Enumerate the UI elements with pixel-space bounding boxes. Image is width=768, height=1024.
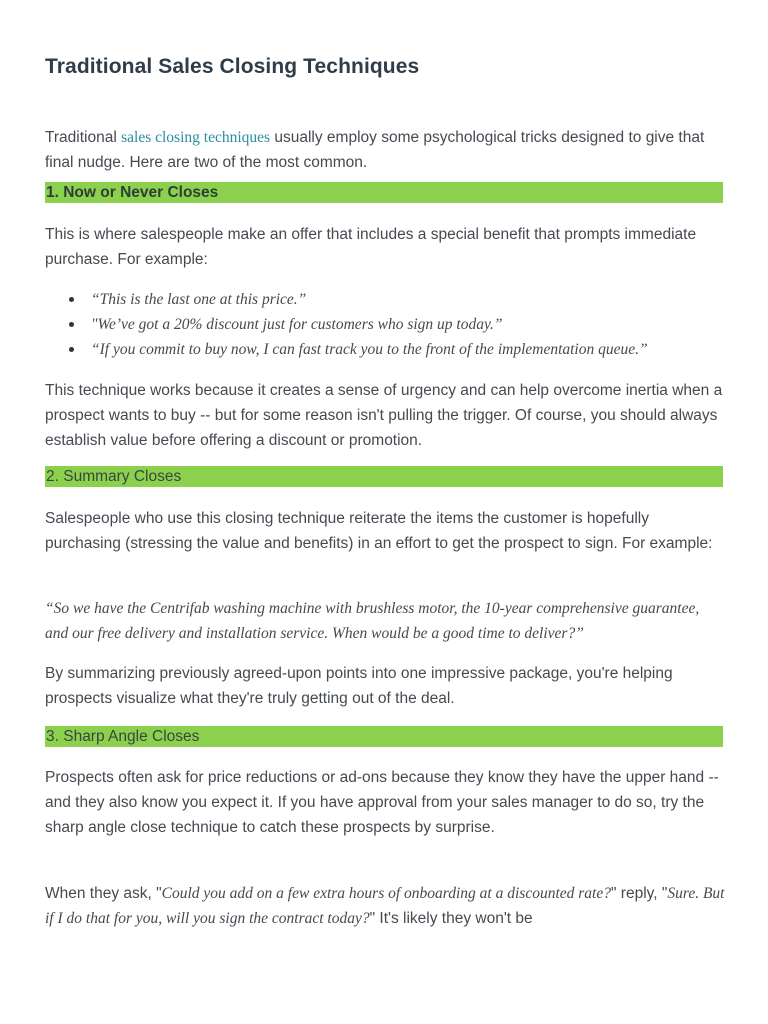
p2-text-a: When they ask, ": [45, 885, 162, 902]
summary-close-quote: “So we have the Centrifab washing machine with brushless motor, the 10-year comprehensive guarantee, and our free delivery and installation service. When would be a good time to deliver?”: [45, 600, 700, 642]
example-bullet-list: [45, 287, 725, 362]
sales-closing-techniques-link[interactable]: sales closing techniques: [121, 129, 271, 146]
bullet-text: “This is the last one at this price.”: [91, 291, 307, 308]
bullet-icon: [69, 297, 74, 302]
intro-paragraph: [45, 125, 725, 175]
section-heading-now-or-never: 1. Now or Never Closes: [45, 182, 723, 203]
bullet-icon: [69, 347, 74, 352]
section3-paragraph-2: [45, 881, 725, 931]
list-item: [45, 287, 725, 312]
section2-paragraph-1: Salespeople who use this closing technique reiterate the items the customer is hopefully purchasing (stressing the value and benefits) in an effort to get the prospect to sign. For example:: [45, 510, 713, 552]
p2-quote-reply: Sure. But if I do that for you, will you sign the contract today?: [45, 885, 725, 927]
bullet-icon: [69, 322, 74, 327]
p2-quote-question: Could you add on a few extra hours of onboarding at a discounted rate?: [161, 885, 611, 902]
section-heading-sharp-angle: 3. Sharp Angle Closes: [45, 726, 723, 747]
section2-paragraph-2: By summarizing previously agreed-upon points into one impressive package, you're helping prospects visualize what they're truly getting out of the deal.: [45, 665, 673, 707]
intro-text-before: Traditional: [45, 129, 122, 146]
section1-paragraph-2: This technique works because it creates a sense of urgency and can help overcome inertia when a prospect wants to buy -- but for some reason isn't pulling the trigger. Of course, you should always establish value before offering a discount or promotion.: [45, 382, 723, 449]
bullet-text: “If you commit to buy now, I can fast track you to the front of the implementation queue.”: [91, 341, 648, 358]
p2-text-c: " It's likely they won't be: [369, 910, 533, 927]
list-item: [45, 337, 725, 362]
page-title: Traditional Sales Closing Techniques: [45, 55, 420, 78]
p2-text-b: " reply, ": [610, 885, 668, 902]
section-heading-summary: 2. Summary Closes: [45, 466, 723, 487]
section3-paragraph-1: Prospects often ask for price reductions or ad-ons because they know they have the upper hand -- and they also know you expect it. If you have approval from your sales manager to do so, try the sharp angle close technique to catch these prospects by surprise.: [45, 769, 719, 836]
list-item: [45, 312, 725, 337]
bullet-text: "We’ve got a 20% discount just for customers who sign up today.”: [91, 316, 503, 333]
intro-text-after: usually employ some psychological tricks designed to give that final nudge. Here are two of the most common.: [45, 129, 705, 171]
section1-paragraph-1: This is where salespeople make an offer that includes a special benefit that prompts immediate purchase. For example:: [45, 226, 697, 268]
